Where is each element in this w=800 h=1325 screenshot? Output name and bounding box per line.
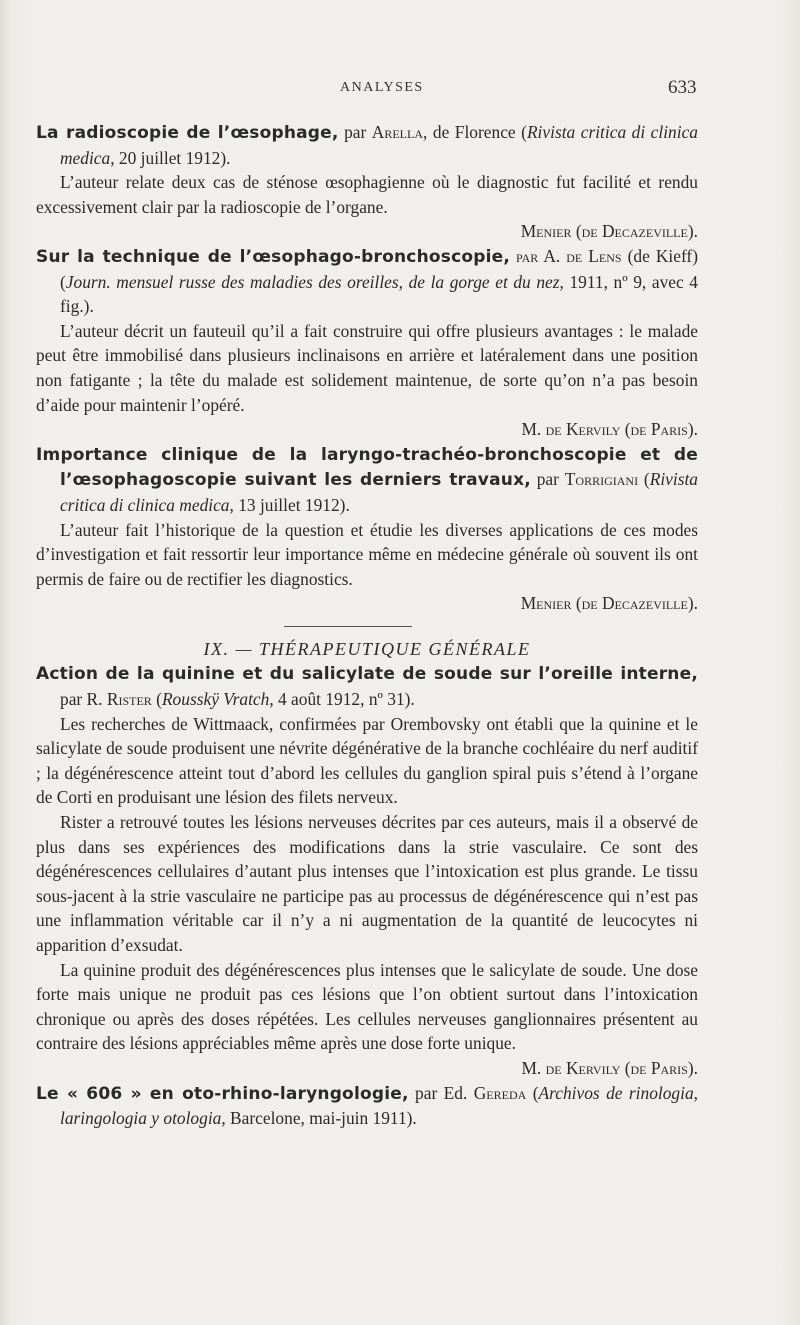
journal-name: Rousskÿ Vratch [161,689,270,710]
author-name: Arella [371,122,424,142]
section-divider [284,626,412,627]
entry-1-citation: La radioscopie de l’œsophage, par Arella, de Florence (Rivista critica di clinica medica, 20 juillet 1912). [36,122,698,168]
journal-name: Archivos de rinologia, laringologia y otologia [60,1082,698,1129]
author-name: Rister [106,689,152,710]
entry-title: La radioscopie de l’œsophage, [36,123,339,143]
author-name: Lens [588,245,622,266]
section-heading: IX. — THÉRAPEUTIQUE GÉNÉRALE [203,638,531,659]
entry-1-signature: Menier (de Decazeville). [520,221,698,242]
entry-title: Importance clinique de la laryngo-trachéo-bronchoscopie et de l’œsophagoscopie suivant les derniers travaux, [36,444,698,491]
entry-title: Le « 606 » en oto-rhino-laryngologie, [36,1083,409,1104]
entry-3-signature: Menier (de Decazeville). [520,593,698,614]
entry-2-signature: M. de Kervily (de Paris). [521,419,698,440]
running-title: ANALYSES [340,80,424,95]
journal-name: Rivista critica di clinica medica [60,469,699,515]
entry-3-body: L’auteur fait l’historique de la question et étudie les diverses applications de ces modes d’investigation et fait ressortir leur importance même en médecine générale où souvent ils ont permis de faire ou de rectifier les diagnostics. [36,519,698,589]
entry-2-body: L’auteur décrit un fauteuil qu’il a fait construire qui offre plusieurs avantages : le malade peut être immobilisé dans plusieurs inclinaisons en arrière et latéralement dans une position non fatigante ; la tête du malade est solidement maintenue, de sorte qu’on n’a pas besoin d’aide pour maintenir l’opéré. [36,320,698,415]
entry-4-signature: M. de Kervily (de Paris). [521,1057,698,1078]
entry-3-citation: Importance clinique de la laryngo-trachéo-bronchoscopie et de l’œsophagoscopie suivant les derniers travaux, par Torrigiani (Rivista critica di clinica medica, 13 juillet 1912). [36,444,699,515]
author-name: Torrigiani [564,469,639,490]
entry-4-paragraph-3: La quinine produit des dégénérescences plus intenses que le salicylate de soude. Une dose forte mais unique ne produit pas ces lésions que l’on obtient surtout dans l’intoxication chronique ou après des doses répétées. Les cellules nerveuses ganglionnaires présentent au contraire des lésions appréciables même après une dose forte unique. [36,959,698,1054]
entry-2-citation: Sur la technique de l’œsophago-bronchoscopie, par A. de Lens (de Kieff) (Journ. mensuel russe des maladies des oreilles, de la gorge et du nez, 1911, nº 9, avec 4 fig.). [36,245,699,317]
entry-title: Sur la technique de l’œsophago-bronchoscopie, [36,246,511,267]
entry-4-paragraph-1: Les recherches de Wittmaack, confirmées par Orembovsky ont établi que la quinine et le salicylate de soude produisent une névrite dégénérative de la branche cochléaire du nerf auditif ; la dégénérescence atteint tout d’abord les cellules du ganglion spiral puis s’étend à l’organe de Corti en produisant une lésion des filets nerveux. [36,713,698,808]
entry-1-body: L’auteur relate deux cas de sténose œsophagienne où le diagnostic fut facilité et rendu excessivement clair par la radioscopie de l’organe. [36,172,698,217]
running-header [0,77,800,104]
page-number: 633 [668,77,697,98]
entry-5-citation: Le « 606 » en oto-rhino-laryngologie, par Ed. Gereda (Archivos de rinologia, laringologia y otologia, Barcelone, mai-juin 1911). [36,1082,698,1129]
text-body [36,120,698,1131]
journal-name: Rivista critica di clinica medica [60,122,698,168]
journal-name: Journ. mensuel russe des maladies des oreilles, de la gorge et du nez [65,271,560,292]
entry-title: Action de la quinine et du salicylate de soude sur l’oreille interne, [36,664,698,685]
entry-4-paragraph-2: Rister a retrouvé toutes les lésions nerveuses décrites par ces auteurs, mais il a observé de plus dans ses expériences des modifications dans la strie vasculaire. Ce sont des dégénérescences cellulaires d’autant plus intenses que l’intoxication est plus grande. Le tissu sous-jacent à la strie vasculaire ne participe pas au processus de dégénérescence qui n’est pas une inflammation véritable car il n’y a ni augmentation de la quantité de leucocytes ni apparition d’exsudat. [36,812,698,955]
entry-4-citation: Action de la quinine et du salicylate de soude sur l’oreille interne, par R. Rister (Rousskÿ Vratch, 4 août 1912, nº 31). [36,664,698,710]
author-name: Gereda [473,1082,527,1103]
